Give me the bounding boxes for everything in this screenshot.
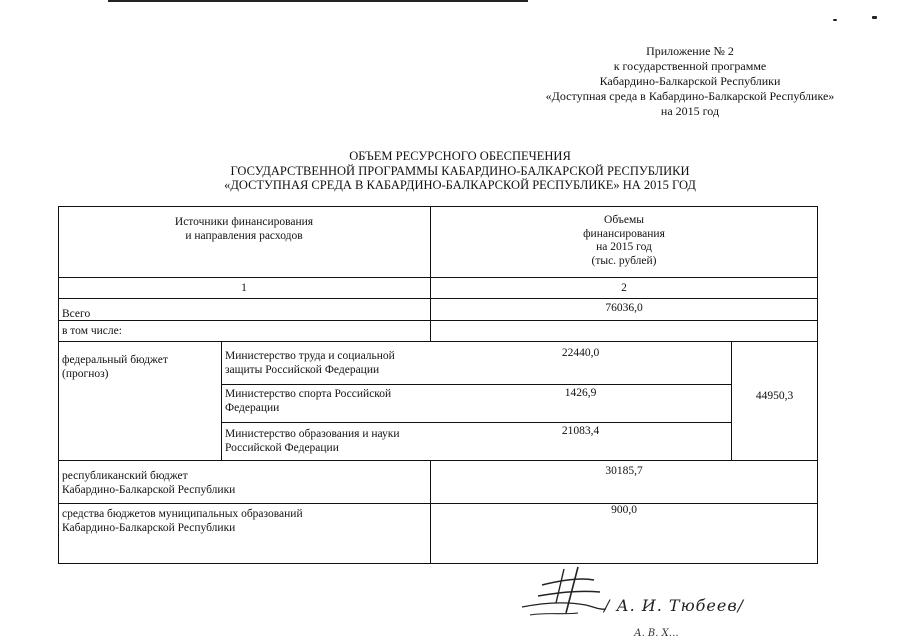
table-rule	[58, 341, 818, 342]
ministry-labor-name: Министерство труда и социальной защиты Российской Федерации	[225, 350, 395, 376]
funding-table	[58, 206, 818, 564]
title-line: ОБЪЕМ РЕСУРСНОГО ОБЕСПЕЧЕНИЯ	[349, 149, 571, 163]
appendix-program-name: «Доступная среда в Кабардино-Балкарской Республике»	[545, 89, 835, 103]
title-line: «ДОСТУПНАЯ СРЕДА В КАБАРДИНО-БАЛКАРСКОЙ РЕСПУБЛИКЕ» НА 2015 ГОД	[224, 178, 696, 192]
column-number: 1	[241, 282, 247, 294]
signature-mark	[520, 563, 610, 623]
scan-speck	[872, 16, 877, 19]
signature-name: / А. И. Тюбеев/	[604, 596, 745, 615]
federal-total-value: 44950,3	[755, 390, 794, 402]
appendix-header	[480, 44, 900, 119]
total-value: 76036,0	[605, 302, 643, 314]
table-rule	[58, 320, 818, 321]
document-title	[160, 149, 760, 193]
republic-budget-value: 30185,7	[605, 465, 643, 477]
table-rule	[58, 277, 818, 278]
table-rule	[58, 206, 59, 564]
header-sources: Источники финансирования и направления расходов	[174, 216, 314, 242]
municipal-budget-value: 900,0	[611, 504, 637, 516]
table-rule	[58, 460, 818, 461]
title-line: ГОСУДАРСТВЕННОЙ ПРОГРАММЫ КАБАРДИНО-БАЛКАРСКОЙ РЕСПУБЛИКИ	[230, 163, 690, 178]
total-label: Всего	[62, 308, 91, 320]
appendix-line: Кабардино-Балкарской Республики	[599, 74, 781, 88]
including-label: в том числе:	[62, 325, 122, 337]
scan-edge-line	[108, 0, 528, 2]
signature-fragment: А. В. Х…	[634, 628, 679, 639]
table-rule	[58, 206, 818, 207]
column-number: 2	[621, 282, 627, 294]
ministry-sport-name: Министерство спорта Российской Федерации	[225, 388, 392, 414]
table-rule	[221, 341, 222, 460]
appendix-number: Приложение № 2	[646, 44, 734, 58]
ministry-education-value: 21083,4	[561, 425, 600, 437]
ministry-labor-value: 22440,0	[561, 347, 600, 359]
table-rule	[58, 563, 818, 564]
municipal-budget-label: средства бюджетов муниципальных образований Кабардино-Балкарской Республики	[62, 508, 303, 534]
appendix-year: на 2015 год	[660, 104, 720, 118]
ministry-sport-value: 1426,9	[564, 387, 597, 399]
table-rule	[221, 422, 731, 423]
table-rule	[221, 384, 731, 385]
federal-budget-label: федеральный бюджет (прогноз)	[62, 354, 168, 380]
ministry-education-name: Министерство образования и науки Российской Федерации	[225, 428, 400, 454]
scan-speck	[833, 19, 837, 21]
appendix-line: к государственной программе	[613, 59, 767, 73]
republic-budget-label: республиканский бюджет Кабардино-Балкарской Республики	[62, 470, 236, 496]
header-volumes: Объемы финансирования на 2015 год (тыс. рублей)	[583, 214, 665, 267]
table-rule	[58, 298, 818, 299]
